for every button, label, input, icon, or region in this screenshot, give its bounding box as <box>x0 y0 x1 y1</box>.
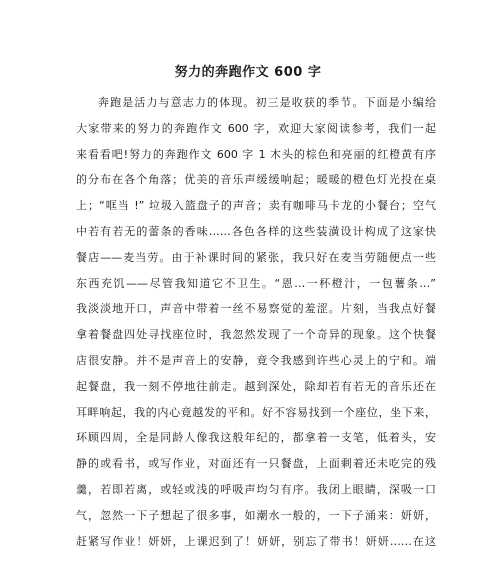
body-line: 东西充饥——尽管我知道它不卫生。“恩…一杯橙汁，一包薯条…” <box>76 276 436 290</box>
body-line: 奔跑是活力与意志力的体现。初三是收获的季节。下面是小编给 <box>98 96 436 109</box>
article-body <box>76 90 436 554</box>
body-line: 气，忽然一下子想起了很多事，如潮水一般的，一下子涌来：妍妍， <box>76 508 436 522</box>
body-line: 大家带来的努力的奔跑作文 600 字，欢迎大家阅读参考，我们一起 <box>76 121 436 135</box>
body-line: 起餐盘，我一刻不停地往前走。越到深处，除却若有若无的音乐还在 <box>76 379 436 393</box>
body-line: 羹，若即若离，或轻或浅的呼吸声均匀有序。我闭上眼睛，深吸一口 <box>76 482 436 496</box>
body-line: 静的或看书，或写作业，对面还有一只餐盘，上面剩着还未吃完的残 <box>76 457 436 471</box>
body-line: 拿着餐盘四处寻找座位时，我忽然发现了一个奇异的现象。这个快餐 <box>76 328 436 342</box>
body-line: 环顾四周，全是同龄人像我这般年纪的，都拿着一支笔，低着头，安 <box>76 431 436 445</box>
body-line: 上；“哐当 !” 垃圾入篮盘子的声音；卖有咖啡马卡龙的小餐台；空气 <box>76 199 436 213</box>
body-line: 中若有若无的蕾条的香味……各色各样的这些装潢设计构成了这家快 <box>76 224 436 238</box>
body-line: 耳畔响起，我的内心竟越发的平和。好不容易找到一个座位，坐下来， <box>76 405 436 419</box>
article-title: 努力的奔跑作文 600 字 <box>174 65 322 80</box>
body-line: 来看看吧!努力的奔跑作文 600 字 1 木头的棕色和亮丽的红橙黄有序 <box>76 147 436 161</box>
body-line: 餐店——麦当劳。由于补课时间的紧张，我只好在麦当劳随便点一些 <box>76 250 436 264</box>
body-line: 店很安静。并不是声音上的安静，竟令我感到许些心灵上的宁和。端 <box>76 353 436 367</box>
body-line: 的分布在各个角落；优美的音乐声缓缓响起；暖暖的橙色灯光投在桌 <box>76 173 436 187</box>
body-line: 我淡淡地开口，声音中带着一丝不易察觉的羞涩。片刻，当我点好餐 <box>76 302 436 316</box>
body-line: 赶紧写作业！妍妍，上课迟到了！妍妍，别忘了带书！妍妍……在这 <box>76 534 436 548</box>
